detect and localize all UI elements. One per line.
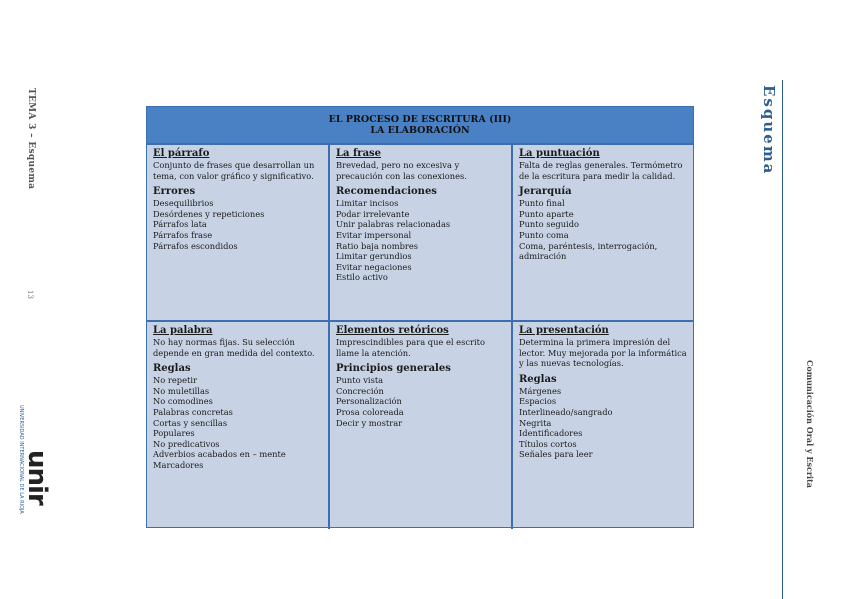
list-item: Títulos cortos xyxy=(519,438,577,449)
list-item: Personalización xyxy=(336,396,402,407)
cell-list xyxy=(153,198,322,251)
section-rule xyxy=(782,80,783,599)
cell-list xyxy=(519,198,687,262)
list-item: Párrafos frase xyxy=(153,229,213,240)
cell-description: Conjunto de frases que desarrollan un tema, con valor gráfico y significativo. xyxy=(153,160,315,181)
list-item: Prosa coloreada xyxy=(336,406,404,417)
list-item: Punto coma xyxy=(519,229,569,240)
list-item: Limitar gerundios xyxy=(336,251,412,262)
scheme-cell xyxy=(513,145,693,322)
list-item: Adverbios acabados en – mente xyxy=(153,449,286,460)
scheme-cell xyxy=(147,145,330,322)
cell-subheading: Errores xyxy=(153,186,196,198)
cell-subheading: Jerarquía xyxy=(519,186,572,198)
scheme-cell xyxy=(330,145,513,322)
cell-title: Elementos retóricos xyxy=(336,325,449,336)
unir-logo: unir xyxy=(22,450,52,505)
cell-description: No hay normas fijas. Su selección depende en gran medida del contexto. xyxy=(153,337,315,358)
cell-title: La frase xyxy=(336,148,382,159)
list-item: Palabras concretas xyxy=(153,406,233,417)
cell-description: Determina la primera impresión del lector. Muy mejorada por la informática y las nuevas tecnologías. xyxy=(519,337,687,369)
cell-title: La presentación xyxy=(519,325,609,336)
cell-list xyxy=(336,375,505,428)
list-item: Señales para leer xyxy=(519,449,593,460)
course-title: Comunicación Oral y Escrita xyxy=(805,360,815,488)
list-item: Marcadores xyxy=(153,459,204,470)
scheme-title-line1: EL PROCESO DE ESCRITURA (III) xyxy=(328,114,512,125)
list-item: Espacios xyxy=(519,396,557,407)
list-item: Limitar incisos xyxy=(336,198,399,209)
scheme-cell xyxy=(330,322,513,529)
cell-list xyxy=(519,386,687,460)
cell-list xyxy=(336,198,505,283)
list-item: No repetir xyxy=(153,375,197,386)
list-item: Coma, paréntesis, interrogación, admiración xyxy=(519,240,658,262)
scheme-cell xyxy=(147,322,330,529)
list-item: Identificadores xyxy=(519,428,583,439)
list-item: Punto vista xyxy=(336,375,384,386)
list-item: Podar irrelevante xyxy=(336,208,410,219)
list-item: Populares xyxy=(153,428,195,439)
list-item: Concreción xyxy=(336,385,384,396)
cell-subheading: Reglas xyxy=(519,373,557,385)
list-item: Punto aparte xyxy=(519,208,574,219)
scheme-title-line2: LA ELABORACIÓN xyxy=(370,125,470,136)
list-item: Desórdenes y repeticiones xyxy=(153,208,265,219)
list-item: Punto seguido xyxy=(519,219,580,230)
list-item: Evitar negaciones xyxy=(336,261,412,272)
cell-description: Imprescindibles para que el escrito llame la atención. xyxy=(336,337,485,358)
list-item: No predicativos xyxy=(153,438,220,449)
cell-list xyxy=(153,375,322,470)
list-item: Negrita xyxy=(519,417,552,428)
scheme-grid xyxy=(147,145,693,529)
list-item: Evitar impersonal xyxy=(336,229,412,240)
list-item: No comodines xyxy=(153,396,213,407)
section-title: Esquema xyxy=(760,85,778,176)
list-item: Desequilibrios xyxy=(153,198,214,209)
list-item: Interlineado/sangrado xyxy=(519,406,613,417)
cell-title: El párrafo xyxy=(153,148,210,159)
list-item: Cortas y sencillas xyxy=(153,417,228,428)
scheme-header xyxy=(147,107,693,145)
list-item: Unir palabras relacionadas xyxy=(336,219,451,230)
cell-title: La puntuación xyxy=(519,148,600,159)
cell-subheading: Reglas xyxy=(153,363,191,375)
running-head: TEMA 3 – Esquema xyxy=(26,88,36,190)
list-item: Márgenes xyxy=(519,385,562,396)
cell-description: Falta de reglas generales. Termómetro de la escritura para medir la calidad. xyxy=(519,160,683,181)
list-item: Párrafos escondidos xyxy=(153,240,238,251)
logo-caption: UNIVERSIDAD INTERNACIONAL DE LA RIOJA xyxy=(18,405,24,514)
list-item: Párrafos lata xyxy=(153,219,207,230)
list-item: Decir y mostrar xyxy=(336,417,403,428)
list-item: Ratio baja nombres xyxy=(336,240,419,251)
list-item: No muletillas xyxy=(153,385,210,396)
scheme-table xyxy=(146,106,694,528)
list-item: Estilo activo xyxy=(336,272,388,283)
scheme-cell xyxy=(513,322,693,529)
list-item: Punto final xyxy=(519,198,565,209)
cell-subheading: Principios generales xyxy=(336,363,451,375)
cell-subheading: Recomendaciones xyxy=(336,186,437,198)
cell-title: La palabra xyxy=(153,325,213,336)
page-number: 13 xyxy=(26,290,34,299)
cell-description: Brevedad, pero no excesiva y precaución con las conexiones. xyxy=(336,160,467,181)
